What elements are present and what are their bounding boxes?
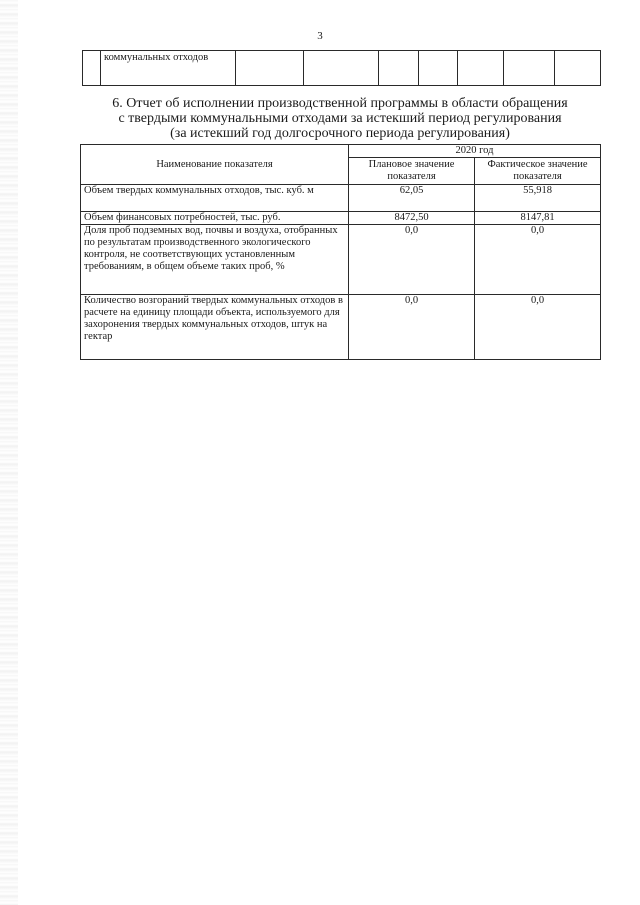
row-plan-value: 0,0 [349, 225, 475, 295]
table-cell [236, 51, 304, 86]
scan-edge-artifact [0, 0, 18, 905]
performance-table [80, 144, 601, 360]
row-plan-value: 62,05 [349, 185, 475, 212]
col-fact-header: Фактическое значение показателя [475, 158, 601, 185]
table-cell [555, 51, 601, 86]
table-cell: коммунальных отходов [101, 51, 236, 86]
table-cell [83, 51, 101, 86]
col-name-header: Наименование показателя [81, 145, 349, 185]
section-title-line: с твердыми коммунальными отходами за истекший период регулирования [118, 111, 562, 126]
table-header-row [81, 145, 601, 158]
row-name: Объем финансовых потребностей, тыс. руб. [81, 212, 349, 225]
previous-table-fragment [82, 50, 601, 86]
row-fact-value: 55,918 [475, 185, 601, 212]
row-name: Объем твердых коммунальных отходов, тыс. куб. м [81, 185, 349, 212]
table-row [81, 225, 601, 295]
row-fact-value: 8147,81 [475, 212, 601, 225]
table-row [83, 51, 601, 86]
page-number: 3 [317, 30, 323, 42]
year-header: 2020 год [349, 145, 601, 158]
table-cell [379, 51, 419, 86]
table-cell [419, 51, 458, 86]
row-name: Доля проб подземных вод, почвы и воздуха, отобранных по результатам производственного экологического контроля, не соответствующих установленным требованиям, в общем объеме таких проб, % [81, 225, 349, 295]
row-fact-value: 0,0 [475, 295, 601, 360]
table-row [81, 185, 601, 212]
table-cell [304, 51, 379, 86]
table-row [81, 212, 601, 225]
section-title-line: (за истекший год долгосрочного периода регулирования) [170, 126, 510, 141]
table-cell [504, 51, 555, 86]
row-name: Количество возгораний твердых коммунальных отходов в расчете на единицу площади объекта, используемого для захоронения твердых коммунальных отходов, штук на гектар [81, 295, 349, 360]
section-title [60, 96, 620, 141]
row-fact-value: 0,0 [475, 225, 601, 295]
table-cell [458, 51, 504, 86]
row-plan-value: 8472,50 [349, 212, 475, 225]
table-row [81, 295, 601, 360]
section-title-line: 6. Отчет об исполнении производственной программы в области обращения [112, 96, 568, 111]
col-plan-header: Плановое значение показателя [349, 158, 475, 185]
row-plan-value: 0,0 [349, 295, 475, 360]
